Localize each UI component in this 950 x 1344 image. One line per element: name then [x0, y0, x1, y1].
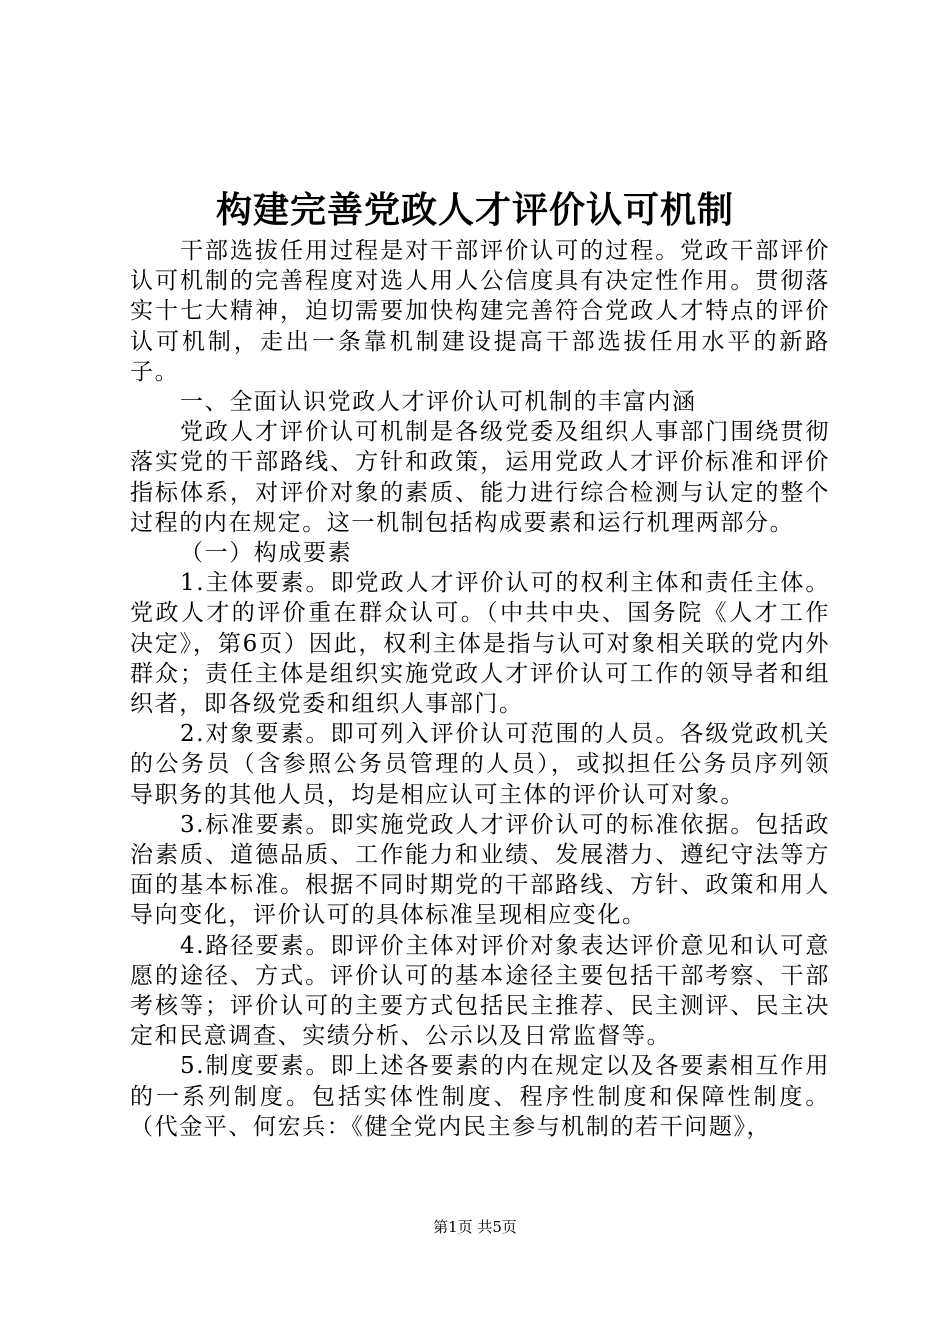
body-paragraph: 党政人才评价认可机制是各级党委及组织人事部门围绕贯彻落实党的干部路线、方针和政策，运用党政人才评价标准和评价指标体系，对评价对象的素质、能力进行综合检测与认定的整个过程的内在规定。这一机制包括构成要素和运行机理两部分。: [130, 419, 830, 536]
document-title: 构建完善党政人才评价认可机制: [215, 189, 734, 231]
section-heading: 一、全面认识党政人才评价认可机制的丰富内涵: [180, 389, 697, 416]
intro-paragraph: 干部选拔任用过程是对干部评价认可的过程。党政干部评价认可机制的完善程度对选人用人公信度具有决定性作用。贯彻落实十七大精神，迫切需要加快构建完善符合党政人才特点的评价认可机制，走出一条靠机制建设提高干部选拔任用水平的新路子。: [130, 238, 830, 385]
list-item-standard: 3.标准要素。即实施党政人才评价认可的标准依据。包括政治素质、道德品质、工作能力和业绩、发展潜力、遵纪守法等方面的基本标准。根据不同时期党的干部路线、方针、政策和用人导向变化，评价认可的具体标准呈现相应变化。: [130, 811, 830, 929]
list-item-system: 5.制度要素。即上述各要素的内在规定以及各要素相互作用的一系列制度。包括实体性制度、程序性制度和保障性制度。（代金平、何宏兵：《健全党内民主参与机制的若干问题》，: [130, 1053, 830, 1140]
list-item-subject: 1.主体要素。即党政人才评价认可的权利主体和责任主体。党政人才的评价重在群众认可。（中共中央、国务院《人才工作决定》，第6页）因此，权利主体是指与认可对象相关联的党内外群众；责任主体是组织实施党政人才评价认可工作的领导者和组织者，即各级党委和组织人事部门。: [130, 570, 830, 718]
document-body: [130, 236, 830, 1142]
subsection-heading: （一）构成要素: [180, 540, 353, 567]
list-item-object: 2.对象要素。即可列入评价认可范围的人员。各级党政机关的公务员（含参照公务员管理的人员），或拟担任公务员序列领导职务的其他人员，均是相应认可主体的评价认可对象。: [130, 721, 830, 808]
list-item-path: 4.路径要素。即评价主体对评价对象表达评价意见和认可意愿的途径、方式。评价认可的基本途径主要包括干部考察、干部考核等；评价认可的主要方式包括民主推荐、民主测评、民主决定和民意调查、实绩分析、公示以及日常监督等。: [130, 932, 830, 1050]
page-footer: 第1页 共5页: [433, 1218, 517, 1236]
